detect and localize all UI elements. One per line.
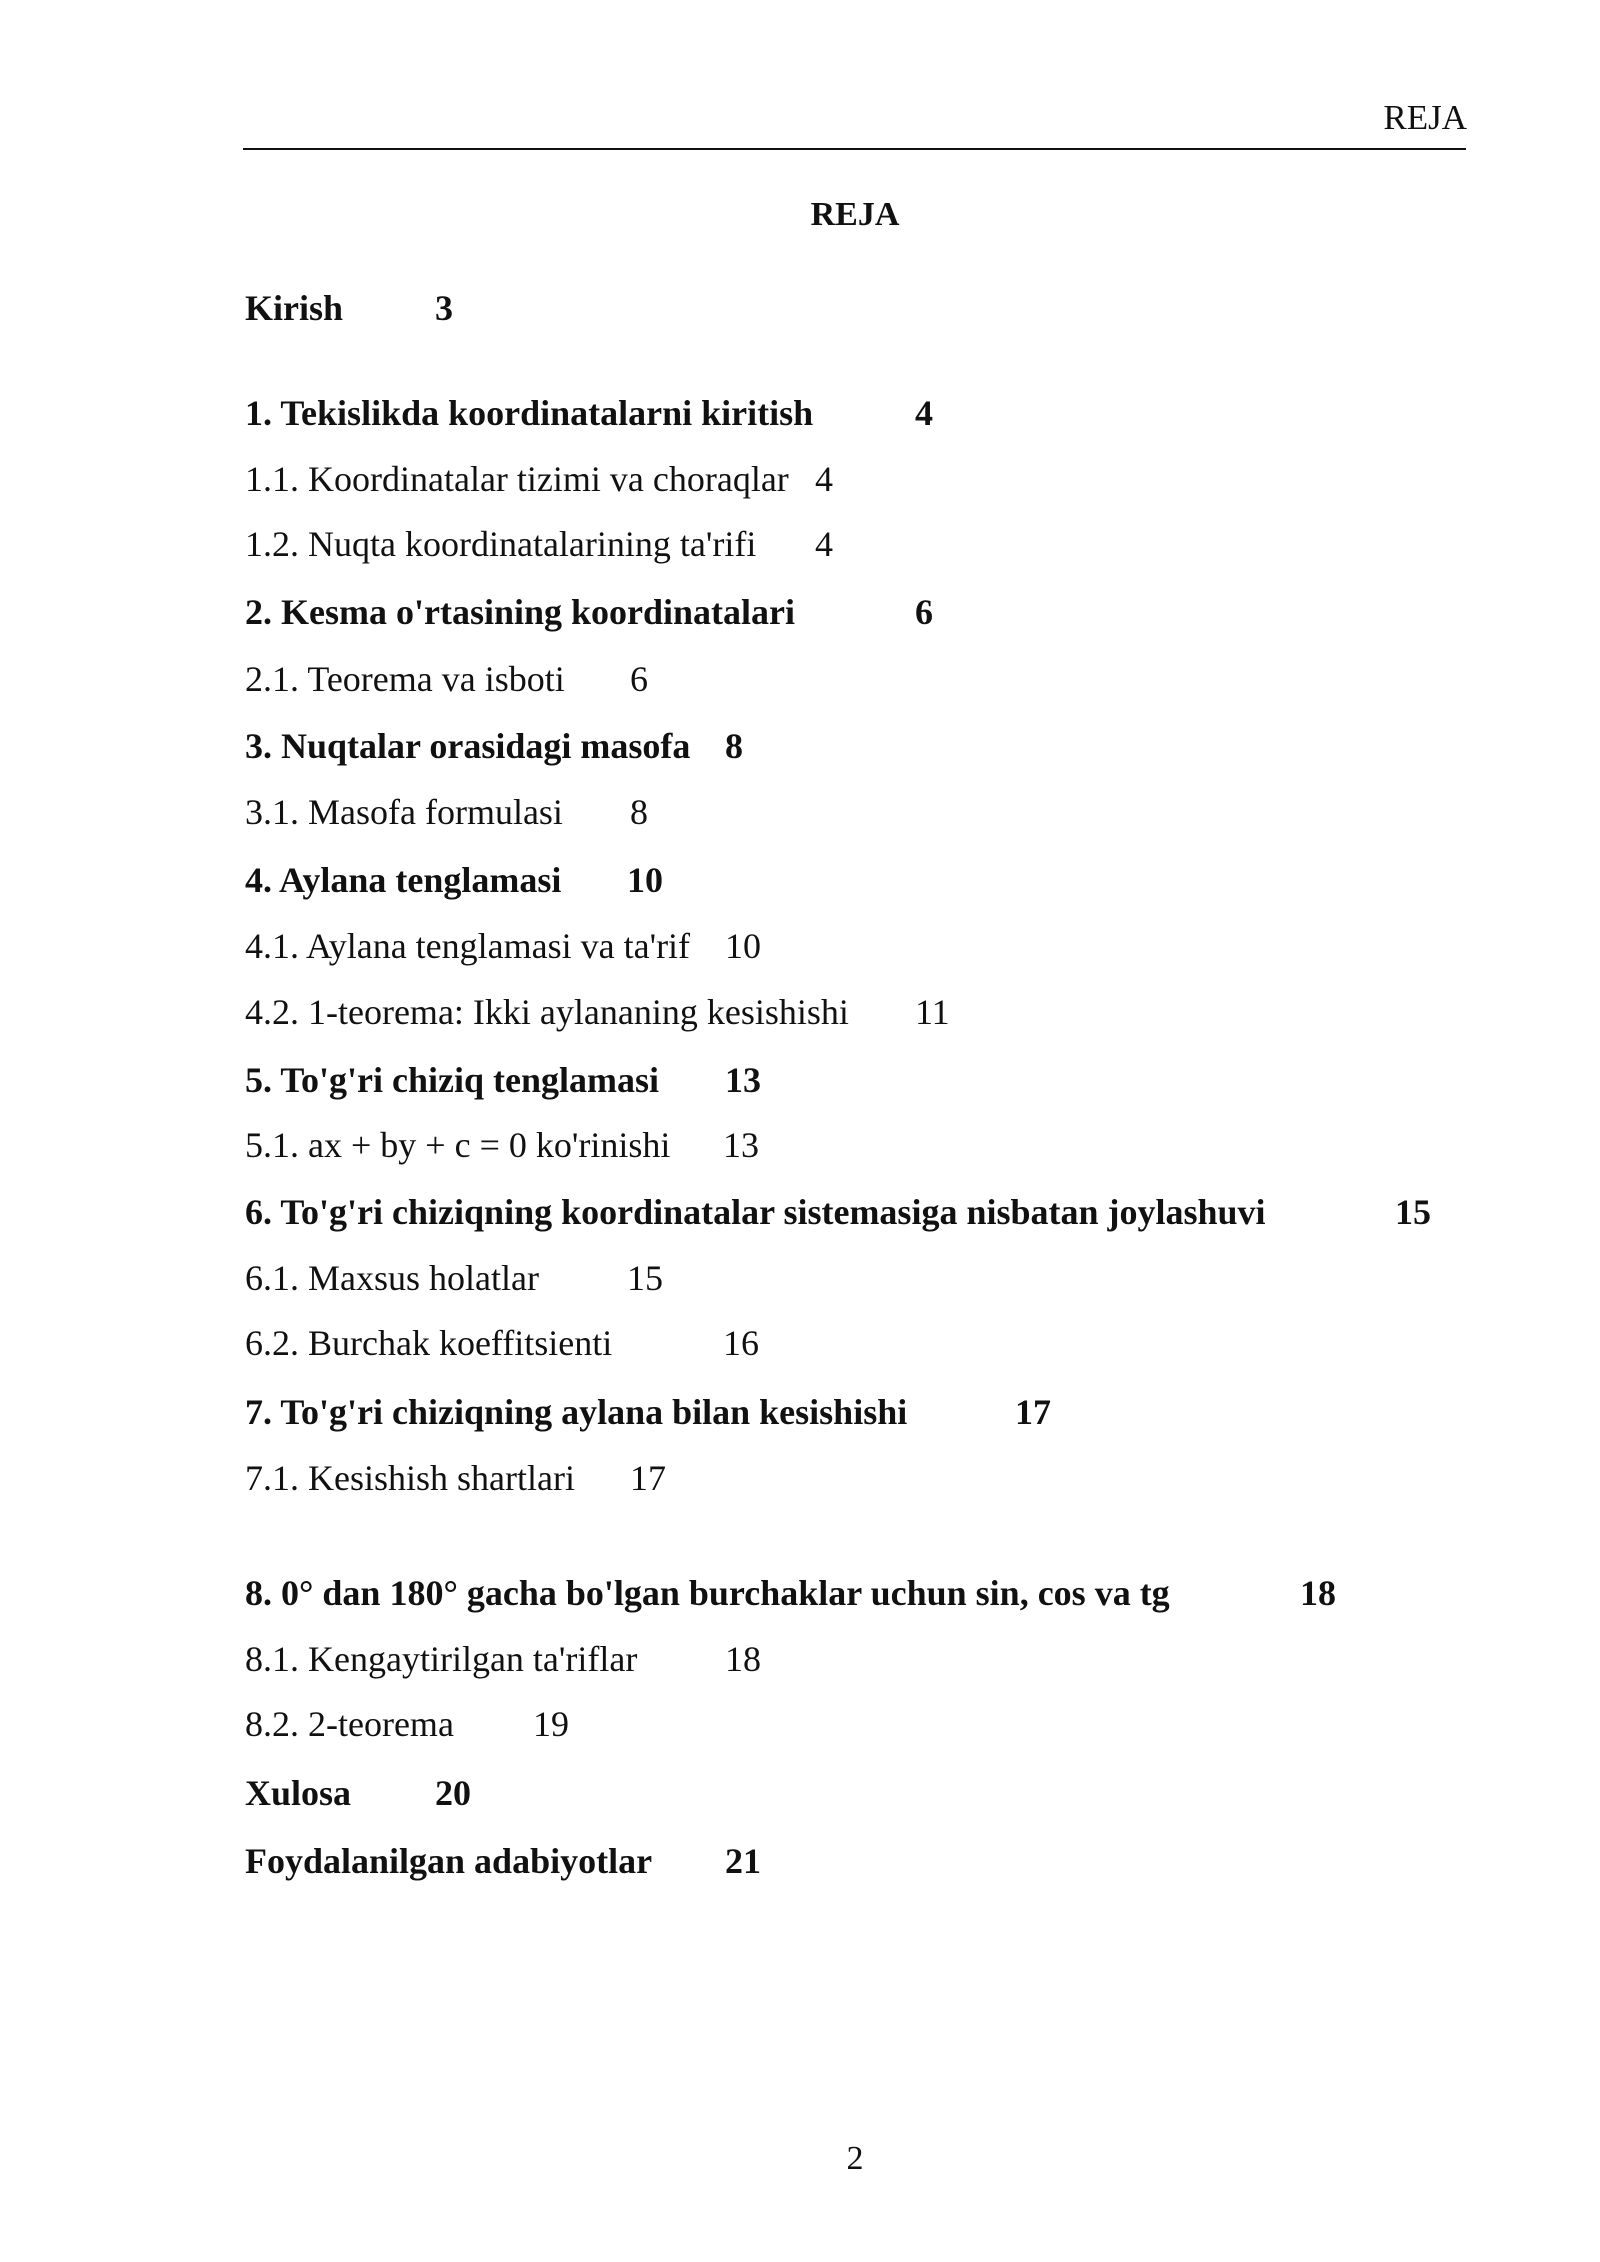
toc-page-number: 16: [723, 1323, 759, 1363]
toc-section: [245, 723, 743, 769]
toc-label: 8.1. Kengaytirilgan ta'riflar: [245, 1639, 638, 1679]
toc-subsection: [245, 1636, 761, 1682]
toc-label: 8.2. 2-teorema: [245, 1704, 454, 1744]
toc-label: 6.1. Maxsus holatlar: [245, 1258, 539, 1298]
toc-page-number: 21: [725, 1841, 761, 1881]
toc-page-number: 10: [627, 860, 663, 900]
toc-section: [245, 857, 663, 903]
toc-section: [245, 1189, 1431, 1235]
toc-label: 2. Kesma o'rtasining koordinatalari: [245, 592, 796, 632]
toc-page-number: 8: [630, 792, 648, 832]
toc-label: 7. To'g'ri chiziqning aylana bilan kesishishi: [245, 1392, 908, 1432]
toc-section: [245, 1057, 761, 1103]
toc-page-number: 15: [1395, 1192, 1431, 1232]
toc-page-number: 18: [725, 1639, 761, 1679]
header-divider: [243, 148, 1466, 150]
toc-label: 6.2. Burchak koeffitsienti: [245, 1323, 613, 1363]
toc-page-number: 19: [533, 1704, 569, 1744]
toc-label: 1.2. Nuqta koordinatalarining ta'rifi: [245, 524, 757, 564]
toc-section: [245, 589, 933, 635]
toc-section: [245, 285, 453, 331]
toc-label: 1. Tekislikda koordinatalarni kiritish: [245, 393, 814, 433]
toc-section: [245, 390, 933, 436]
toc-label: 7.1. Kesishish shartlari: [245, 1458, 575, 1498]
toc-page-number: 4: [815, 524, 833, 564]
page-number: 2: [846, 2140, 864, 2177]
toc-page-number: 3: [435, 288, 453, 328]
toc-label: 5.1. ax + by + c = 0 ko'rinishi: [245, 1125, 671, 1165]
toc-section: [245, 1389, 1051, 1435]
toc-page-number: 10: [725, 926, 761, 966]
toc-page-number: 17: [630, 1458, 666, 1498]
toc-page-number: 20: [435, 1773, 471, 1813]
toc-subsection: [245, 1255, 663, 1301]
toc-page-number: 13: [723, 1125, 759, 1165]
toc-page-number: 13: [725, 1060, 761, 1100]
toc-subsection: [245, 923, 761, 969]
page-title: REJA: [810, 196, 900, 233]
toc-subsection: [245, 1701, 569, 1747]
toc-label: 5. To'g'ri chiziq tenglamasi: [245, 1060, 660, 1100]
toc-label: 6. To'g'ri chiziqning koordinatalar sistemasiga nisbatan joylashuvi: [245, 1192, 1266, 1232]
toc-label: 4. Aylana tenglamasi: [245, 860, 562, 900]
toc-label: 2.1. Teorema va isboti: [245, 659, 565, 699]
toc-label: 4.1. Aylana tenglamasi va ta'rif: [245, 926, 691, 966]
toc-subsection: [245, 1455, 666, 1501]
toc-page-number: 6: [630, 659, 648, 699]
toc-page-number: 18: [1300, 1573, 1336, 1613]
toc-label: 1.1. Koordinatalar tizimi va choraqlar: [245, 459, 789, 499]
toc-page-number: 15: [627, 1258, 663, 1298]
toc-label: 8. 0° dan 180° gacha bo'lgan burchaklar uchun sin, cos va tg: [245, 1573, 1170, 1613]
toc-page-number: 8: [725, 726, 743, 766]
toc-label: Xulosa: [245, 1773, 352, 1813]
toc-label: 3. Nuqtalar orasidagi masofa: [245, 726, 691, 766]
toc-page-number: 11: [915, 992, 950, 1032]
toc-subsection: [245, 656, 648, 702]
toc-subsection: [245, 989, 950, 1035]
toc-page-number: 6: [915, 592, 933, 632]
toc-page-number: 17: [1015, 1392, 1051, 1432]
toc-page-number: 4: [815, 459, 833, 499]
toc-page-number: 4: [915, 393, 933, 433]
toc-subsection: [245, 789, 648, 835]
toc-subsection: [245, 521, 833, 567]
toc-subsection: [245, 456, 833, 502]
toc-label: 4.2. 1-teorema: Ikki aylananing kesishishi: [245, 992, 849, 1032]
toc-section: [245, 1770, 471, 1816]
toc-section: [245, 1570, 1336, 1616]
toc-subsection: [245, 1122, 759, 1168]
toc-label: Kirish: [245, 288, 344, 328]
toc-label: 3.1. Masofa formulasi: [245, 792, 563, 832]
toc-section: [245, 1838, 761, 1884]
running-header: REJA: [1383, 98, 1467, 137]
toc-label: Foydalanilgan adabiyotlar: [245, 1841, 653, 1881]
toc-subsection: [245, 1320, 759, 1366]
